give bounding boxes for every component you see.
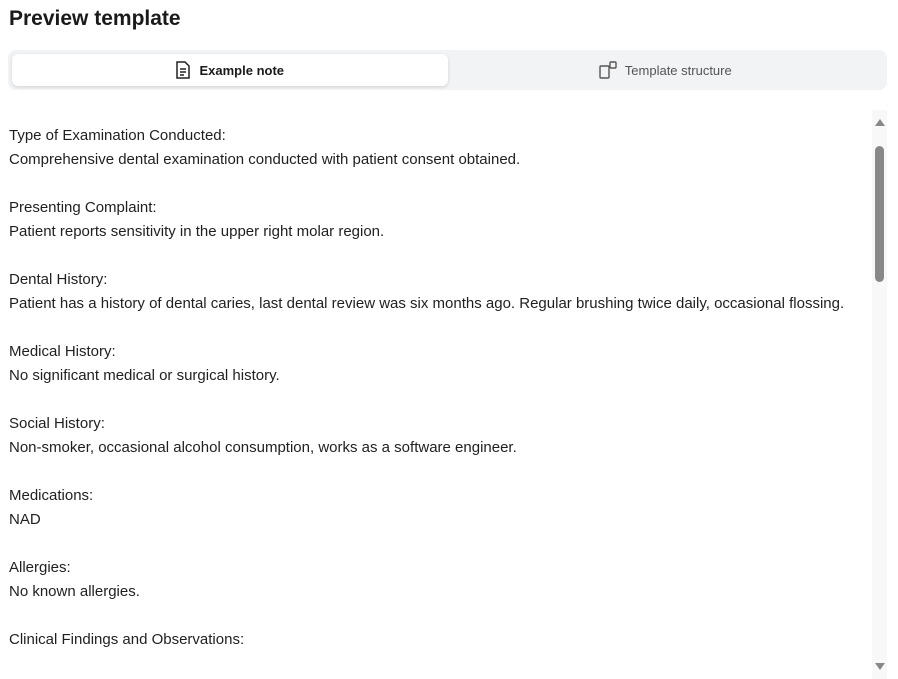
section-body: Patient reports sensitivity in the upper right molar region.: [9, 223, 385, 240]
section-clinical-findings: [9, 628, 864, 652]
scroll-down-icon[interactable]: [875, 663, 885, 670]
scroll-up-icon[interactable]: [875, 119, 885, 126]
section-medical-history: [9, 340, 864, 388]
section-heading: Clinical Findings and Observations:: [9, 631, 245, 648]
section-dental-history: [9, 268, 864, 316]
note-content: [9, 124, 864, 679]
section-body: NAD: [9, 511, 41, 528]
section-social-history: [9, 412, 864, 460]
tab-template-structure[interactable]: [448, 54, 884, 86]
section-heading: Medical History:: [9, 343, 116, 360]
tab-example-note[interactable]: [12, 54, 448, 86]
section-body: Non-smoker, occasional alcohol consumption, works as a software engineer.: [9, 439, 517, 456]
section-allergies: [9, 556, 864, 604]
document-icon: [175, 61, 191, 79]
section-heading: Allergies:: [9, 559, 71, 576]
section-body: Comprehensive dental examination conducted with patient consent obtained.: [9, 151, 521, 168]
page-title: Preview template: [9, 7, 181, 30]
tab-bar: [8, 50, 887, 90]
section-body: No significant medical or surgical history.: [9, 367, 280, 384]
section-heading: Social History:: [9, 415, 105, 432]
section-medications: [9, 484, 864, 532]
layout-icon: [599, 61, 617, 79]
section-body: Patient has a history of dental caries, last dental review was six months ago. Regular brushing twice daily, occasional flossing.: [9, 295, 845, 312]
section-complaint: [9, 196, 864, 244]
section-heading: Medications:: [9, 487, 94, 504]
section-heading: Type of Examination Conducted:: [9, 127, 226, 144]
tab-label: Template structure: [624, 62, 732, 78]
section-heading: Dental History:: [9, 271, 108, 288]
tab-label: Example note: [199, 62, 285, 78]
scrollbar[interactable]: [872, 110, 887, 679]
scrollbar-thumb[interactable]: [875, 146, 884, 282]
section-body: No known allergies.: [9, 583, 140, 600]
section-heading: Presenting Complaint:: [9, 199, 157, 216]
section-examination: [9, 124, 864, 172]
